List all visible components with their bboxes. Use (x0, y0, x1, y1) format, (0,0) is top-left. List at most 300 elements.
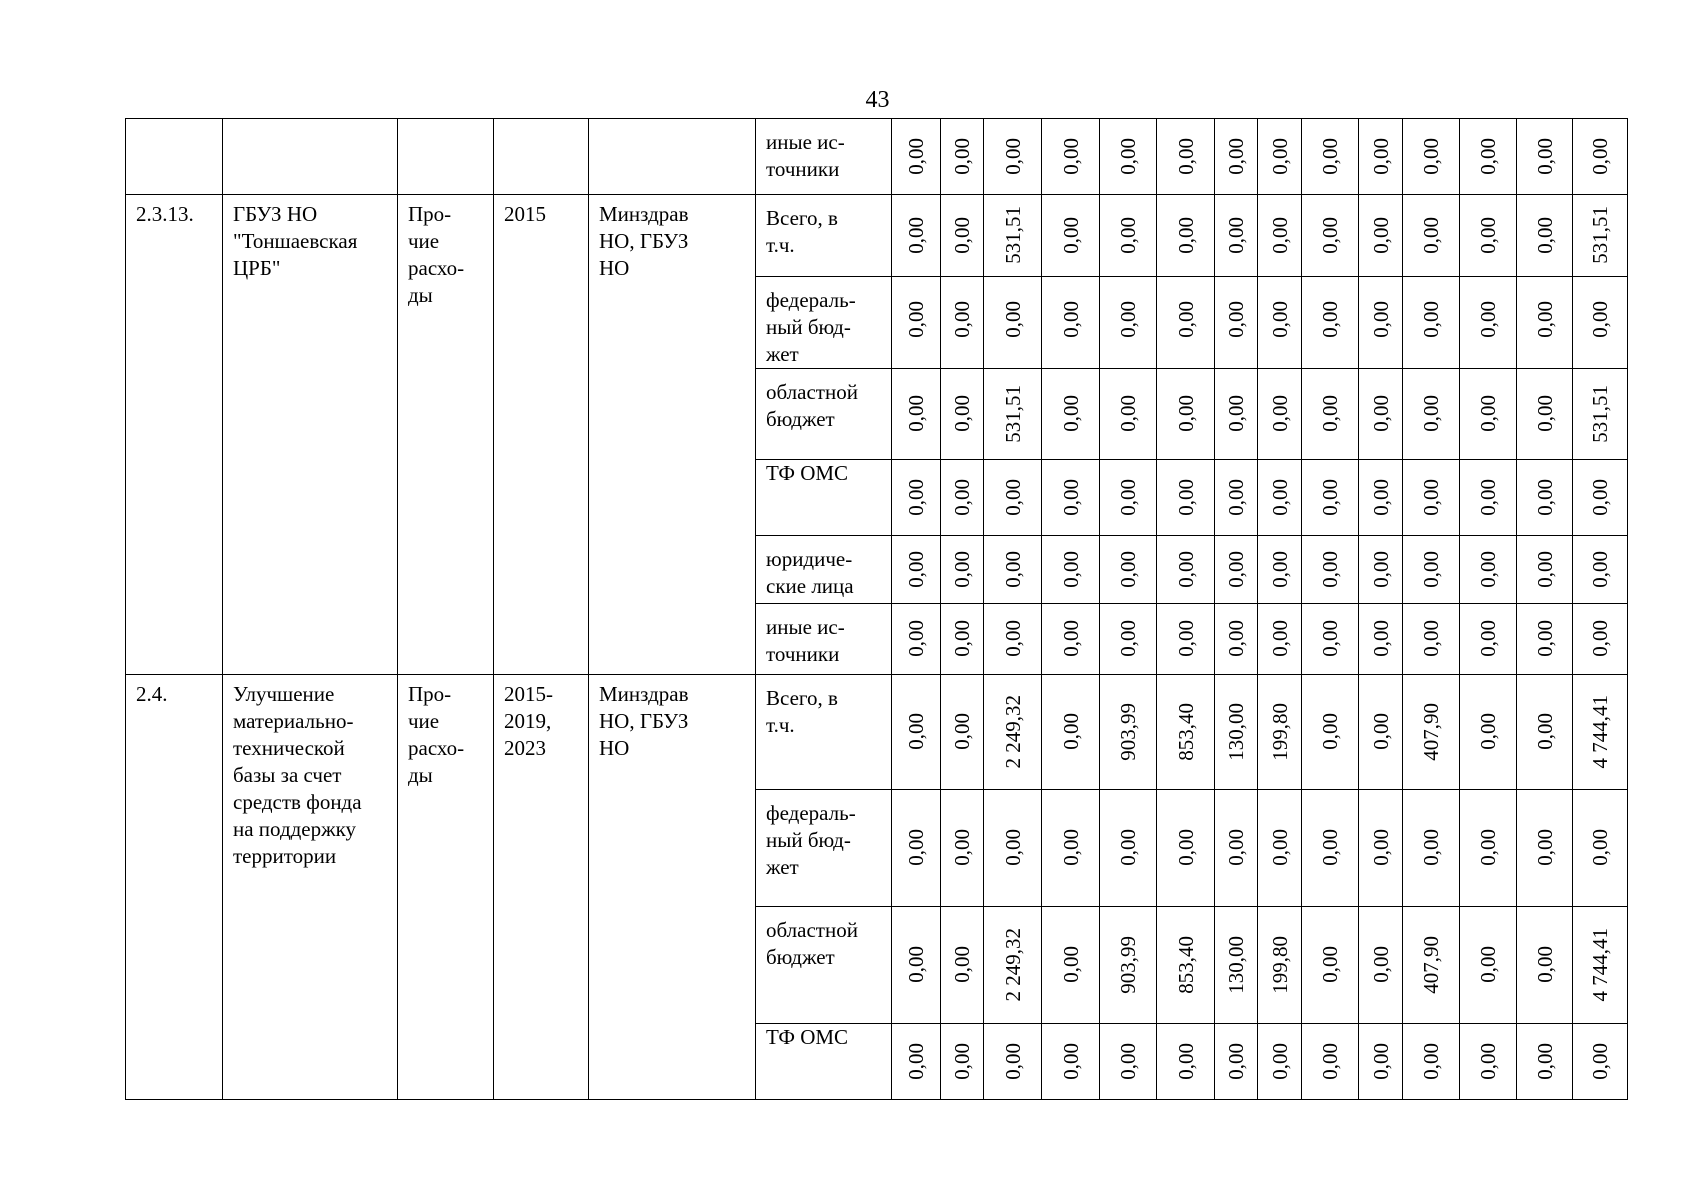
implementation-years-line: 2015- (504, 682, 553, 706)
value-cell (1403, 277, 1460, 369)
table-row (126, 675, 1628, 790)
value-text: 0,00 (1173, 1042, 1198, 1080)
value-text: 199,80 (1267, 935, 1292, 994)
value-cell (984, 1024, 1042, 1100)
value-text: 0,00 (904, 829, 928, 866)
value-text: 0,00 (1476, 301, 1500, 338)
value-text: 0,00 (1267, 137, 1292, 175)
value-cell (1100, 790, 1157, 907)
value-text: 0,00 (1224, 137, 1248, 175)
expense-type-line: расхо- (408, 256, 465, 280)
funding-source-line: ские лица (766, 574, 854, 598)
value-text: 0,00 (1588, 1042, 1612, 1080)
executor-line: НО (599, 256, 630, 280)
value-text: 0,00 (1058, 137, 1083, 175)
implementation-years (494, 675, 589, 1100)
value-cell (1215, 790, 1258, 907)
value-text: 0,00 (1476, 216, 1500, 254)
funding-source-line: жет (766, 855, 799, 879)
value-text: 0,00 (1588, 301, 1612, 338)
value-text: 0,00 (950, 137, 974, 175)
value-cell (1302, 195, 1359, 277)
value-text: 0,00 (1116, 1042, 1140, 1080)
value-cell (1573, 369, 1628, 460)
value-text: 903,99 (1116, 935, 1140, 994)
implementation-years-line: 2019, (504, 709, 552, 733)
value-text: 0,00 (1058, 395, 1083, 432)
value-cell (1258, 277, 1302, 369)
value-cell (1460, 536, 1517, 604)
value-text: 407,90 (1419, 935, 1443, 994)
value-cell (1517, 604, 1573, 675)
value-cell (1359, 675, 1403, 790)
value-cell (1100, 119, 1157, 195)
value-text: 0,00 (1224, 1042, 1248, 1080)
value-cell (1573, 907, 1628, 1024)
funding-source (756, 277, 892, 369)
value-cell (1042, 675, 1100, 790)
value-cell (892, 369, 941, 460)
value-cell (1157, 119, 1215, 195)
value-text: 0,00 (1224, 829, 1248, 866)
funding-source-line: т.ч. (766, 713, 795, 737)
funding-source-line: точники (766, 642, 840, 666)
value-cell (1215, 119, 1258, 195)
value-cell (1403, 195, 1460, 277)
value-text: 0,00 (1116, 550, 1140, 588)
value-text: 0,00 (1000, 620, 1025, 657)
value-cell (1215, 604, 1258, 675)
value-text: 903,99 (1116, 702, 1140, 761)
value-cell (984, 369, 1042, 460)
value-cell (1517, 277, 1573, 369)
funding-source-line: ТФ ОМС (766, 461, 849, 485)
value-text: 0,00 (904, 216, 928, 254)
value-cell (1302, 369, 1359, 460)
value-text: 0,00 (1476, 478, 1500, 516)
item-name-line: ЦРБ" (233, 256, 281, 280)
value-cell (1517, 536, 1573, 604)
value-text: 0,00 (1318, 550, 1342, 588)
funding-source-line: юридиче- (766, 547, 853, 571)
value-text: 0,00 (1532, 216, 1557, 254)
executor-line: Минздрав (599, 202, 689, 226)
value-cell (1359, 119, 1403, 195)
value-text: 0,00 (1000, 1042, 1025, 1080)
value-cell (1258, 604, 1302, 675)
item-name (223, 195, 398, 675)
value-text: 531,51 (1588, 384, 1612, 443)
executor-line: Минздрав (599, 682, 689, 706)
value-cell (1100, 195, 1157, 277)
value-cell (892, 907, 941, 1024)
value-text: 0,00 (1173, 478, 1198, 516)
value-text: 0,00 (1000, 829, 1025, 866)
value-text: 0,00 (904, 478, 928, 516)
value-text: 0,00 (1588, 620, 1612, 657)
value-cell (1215, 536, 1258, 604)
value-text: 0,00 (1267, 1042, 1292, 1080)
value-cell (984, 119, 1042, 195)
value-cell (1359, 369, 1403, 460)
funding-source (756, 536, 892, 604)
value-cell (1573, 460, 1628, 536)
value-text: 0,00 (950, 550, 974, 588)
item-name-line: средств фонда (233, 790, 362, 814)
implementation-years-line: 2023 (504, 736, 546, 760)
value-cell (1042, 907, 1100, 1024)
value-text: 0,00 (904, 395, 928, 432)
value-cell (1215, 460, 1258, 536)
value-cell (892, 675, 941, 790)
value-text: 0,00 (1224, 478, 1248, 516)
value-cell (1517, 195, 1573, 277)
value-text: 0,00 (950, 395, 974, 432)
value-cell (1359, 195, 1403, 277)
value-cell (892, 460, 941, 536)
value-text: 0,00 (1476, 1042, 1500, 1080)
value-cell (1302, 1024, 1359, 1100)
value-cell (1460, 675, 1517, 790)
value-cell (1517, 369, 1573, 460)
value-cell (892, 277, 941, 369)
value-cell (1042, 790, 1100, 907)
value-cell (1258, 369, 1302, 460)
value-text: 130,00 (1224, 702, 1248, 761)
value-text: 0,00 (1267, 620, 1292, 657)
value-cell (984, 536, 1042, 604)
value-cell (941, 790, 984, 907)
value-cell (1042, 604, 1100, 675)
value-text: 0,00 (1532, 478, 1557, 516)
value-cell (1573, 277, 1628, 369)
value-cell (984, 790, 1042, 907)
value-cell (892, 604, 941, 675)
value-text: 0,00 (1419, 478, 1443, 516)
value-text: 0,00 (1368, 478, 1393, 516)
value-text: 0,00 (1116, 137, 1140, 175)
value-cell (1403, 536, 1460, 604)
item-name-line: "Тоншаевская (233, 229, 358, 253)
value-cell (1100, 460, 1157, 536)
value-text: 0,00 (1000, 301, 1025, 338)
value-cell (1359, 277, 1403, 369)
executor (589, 675, 756, 1100)
expense-type (398, 195, 494, 675)
item-code-line: 2.3.13. (136, 202, 194, 226)
value-text: 0,00 (1419, 620, 1443, 657)
value-cell (1573, 675, 1628, 790)
value-cell (892, 195, 941, 277)
funding-source-line: т.ч. (766, 233, 795, 257)
value-text: 0,00 (1267, 216, 1292, 254)
value-text: 0,00 (1267, 829, 1292, 866)
value-cell (1403, 790, 1460, 907)
value-text: 0,00 (1173, 829, 1198, 866)
item-code (126, 119, 223, 195)
value-cell (1517, 1024, 1573, 1100)
value-text: 0,00 (1318, 301, 1342, 338)
value-text: 0,00 (1588, 829, 1612, 866)
value-cell (1403, 604, 1460, 675)
value-cell (1460, 277, 1517, 369)
funding-source-line: иные ис- (766, 615, 845, 639)
value-text: 0,00 (1419, 395, 1443, 432)
value-text: 0,00 (950, 216, 974, 254)
value-cell (1460, 790, 1517, 907)
value-cell (1258, 536, 1302, 604)
value-text: 0,00 (1173, 216, 1198, 254)
value-cell (1302, 277, 1359, 369)
value-text: 0,00 (1419, 301, 1443, 338)
funding-source (756, 604, 892, 675)
item-name-line: Улучшение (233, 682, 335, 706)
value-text: 0,00 (1476, 713, 1500, 750)
value-text: 0,00 (1368, 550, 1393, 588)
value-cell (1302, 675, 1359, 790)
value-cell (1517, 119, 1573, 195)
expense-type-line: чие (408, 229, 440, 253)
value-text: 0,00 (1173, 550, 1198, 588)
value-text: 0,00 (1419, 829, 1443, 866)
value-text: 0,00 (1318, 829, 1342, 866)
value-cell (1517, 790, 1573, 907)
value-text: 0,00 (1368, 216, 1393, 254)
value-cell (1157, 1024, 1215, 1100)
funding-source-line: жет (766, 342, 799, 366)
funding-source-line: ный бюд- (766, 828, 851, 852)
value-cell (1042, 277, 1100, 369)
value-text: 0,00 (1419, 550, 1443, 588)
value-text: 0,00 (1224, 620, 1248, 657)
value-text: 0,00 (1000, 550, 1025, 588)
value-cell (1517, 675, 1573, 790)
value-text: 0,00 (1173, 301, 1198, 338)
value-cell (1403, 1024, 1460, 1100)
budget-table (125, 118, 1628, 1100)
value-text: 199,80 (1267, 702, 1292, 761)
value-text: 0,00 (950, 301, 974, 338)
value-text: 0,00 (904, 301, 928, 338)
value-text: 0,00 (1368, 395, 1393, 432)
expense-type (398, 675, 494, 1100)
value-cell (1258, 790, 1302, 907)
value-cell (1573, 195, 1628, 277)
funding-source-line: иные ис- (766, 130, 845, 154)
value-cell (1157, 536, 1215, 604)
value-cell (1258, 460, 1302, 536)
value-cell (941, 907, 984, 1024)
value-cell (1573, 1024, 1628, 1100)
value-text: 0,00 (1532, 301, 1557, 338)
value-text: 0,00 (1476, 137, 1500, 175)
value-text: 0,00 (1588, 137, 1612, 175)
item-name (223, 119, 398, 195)
value-text: 0,00 (1532, 713, 1557, 750)
value-cell (1157, 195, 1215, 277)
value-text: 0,00 (1532, 620, 1557, 657)
value-cell (1573, 604, 1628, 675)
value-cell (941, 195, 984, 277)
value-text: 0,00 (1058, 301, 1083, 338)
value-cell (1460, 604, 1517, 675)
funding-source (756, 675, 892, 790)
value-cell (1302, 907, 1359, 1024)
value-text: 0,00 (1318, 620, 1342, 657)
funding-source-line: ТФ ОМС (766, 1025, 849, 1049)
value-cell (1359, 460, 1403, 536)
value-cell (1215, 195, 1258, 277)
value-cell (1215, 369, 1258, 460)
item-name-line: территории (233, 844, 337, 868)
value-text: 2 249,32 (1000, 927, 1025, 1002)
value-cell (941, 1024, 984, 1100)
value-text: 0,00 (1476, 395, 1500, 432)
executor-line: НО, ГБУЗ (599, 709, 689, 733)
value-text: 0,00 (1116, 478, 1140, 516)
value-text: 0,00 (904, 1042, 928, 1080)
value-cell (984, 277, 1042, 369)
value-cell (1100, 1024, 1157, 1100)
funding-source-line: бюджет (766, 407, 835, 431)
value-cell (892, 536, 941, 604)
implementation-years-line: 2015 (504, 202, 546, 226)
value-text: 0,00 (1267, 478, 1292, 516)
implementation-years (494, 195, 589, 675)
value-text: 0,00 (1318, 946, 1342, 983)
funding-source-line: федераль- (766, 288, 856, 312)
value-cell (1403, 119, 1460, 195)
value-text: 0,00 (1267, 550, 1292, 588)
value-text: 531,51 (1000, 206, 1025, 264)
value-text: 853,40 (1173, 935, 1198, 994)
value-cell (1302, 460, 1359, 536)
funding-source-line: областной (766, 380, 858, 404)
value-text: 0,00 (1532, 946, 1557, 983)
value-cell (1302, 119, 1359, 195)
value-text: 4 744,41 (1588, 927, 1612, 1002)
value-text: 0,00 (1116, 216, 1140, 254)
value-cell (1517, 907, 1573, 1024)
value-text: 0,00 (1476, 829, 1500, 866)
value-text: 0,00 (904, 946, 928, 983)
value-text: 0,00 (1476, 946, 1500, 983)
value-cell (984, 460, 1042, 536)
item-name-line: на поддержку (233, 817, 357, 841)
executor-line: НО (599, 736, 630, 760)
value-cell (1359, 1024, 1403, 1100)
value-text: 0,00 (950, 620, 974, 657)
expense-type-line: Про- (408, 682, 452, 706)
value-cell (1215, 277, 1258, 369)
value-cell (1042, 119, 1100, 195)
value-text: 0,00 (950, 478, 974, 516)
value-cell (1157, 604, 1215, 675)
value-text: 0,00 (904, 620, 928, 657)
value-cell (1403, 675, 1460, 790)
value-cell (1042, 369, 1100, 460)
funding-source (756, 1024, 892, 1100)
value-text: 0,00 (1224, 395, 1248, 432)
value-cell (1258, 1024, 1302, 1100)
value-text: 4 744,41 (1588, 694, 1612, 769)
item-name (223, 675, 398, 1100)
table-row (126, 119, 1628, 195)
value-text: 0,00 (1173, 137, 1198, 175)
value-cell (892, 119, 941, 195)
value-cell (941, 119, 984, 195)
value-cell (984, 604, 1042, 675)
value-text: 0,00 (1368, 713, 1393, 750)
value-text: 0,00 (1116, 395, 1140, 432)
value-text: 0,00 (1368, 829, 1393, 866)
value-text: 0,00 (1532, 137, 1557, 175)
value-text: 0,00 (1224, 550, 1248, 588)
funding-source (756, 119, 892, 195)
value-cell (941, 536, 984, 604)
value-text: 0,00 (1419, 1042, 1443, 1080)
value-cell (1359, 536, 1403, 604)
value-cell (1157, 675, 1215, 790)
value-text: 853,40 (1173, 702, 1198, 761)
value-cell (1359, 907, 1403, 1024)
value-text: 0,00 (1419, 216, 1443, 254)
table-row (126, 195, 1628, 277)
value-text: 0,00 (1224, 216, 1248, 254)
value-text: 0,00 (904, 137, 928, 175)
page-number: 43 (865, 87, 890, 113)
value-text: 0,00 (1368, 1042, 1393, 1080)
value-cell (941, 675, 984, 790)
value-cell (1157, 369, 1215, 460)
value-text: 0,00 (1476, 550, 1500, 588)
value-cell (1258, 907, 1302, 1024)
value-text: 0,00 (1000, 137, 1025, 175)
value-cell (1215, 1024, 1258, 1100)
value-cell (1100, 369, 1157, 460)
executor (589, 195, 756, 675)
value-cell (1157, 277, 1215, 369)
value-text: 0,00 (1116, 301, 1140, 338)
value-text: 0,00 (1058, 829, 1083, 866)
value-cell (1403, 460, 1460, 536)
value-text: 0,00 (1224, 301, 1248, 338)
item-code (126, 675, 223, 1100)
value-cell (941, 604, 984, 675)
value-cell (1258, 119, 1302, 195)
value-text: 0,00 (1318, 713, 1342, 750)
value-text: 0,00 (1058, 216, 1083, 254)
value-cell (1460, 119, 1517, 195)
value-cell (984, 675, 1042, 790)
value-text: 0,00 (1532, 395, 1557, 432)
value-cell (1573, 790, 1628, 907)
value-cell (1215, 675, 1258, 790)
value-text: 0,00 (1173, 395, 1198, 432)
funding-source-line: Всего, в (766, 206, 838, 230)
value-text: 0,00 (1318, 478, 1342, 516)
value-text: 0,00 (1116, 829, 1140, 866)
value-text: 0,00 (1173, 620, 1198, 657)
value-cell (941, 277, 984, 369)
value-text: 0,00 (1058, 946, 1083, 983)
value-text: 0,00 (904, 550, 928, 588)
value-cell (941, 369, 984, 460)
expense-type-line: Про- (408, 202, 452, 226)
value-text: 0,00 (1368, 137, 1393, 175)
value-cell (1302, 604, 1359, 675)
value-cell (1100, 536, 1157, 604)
